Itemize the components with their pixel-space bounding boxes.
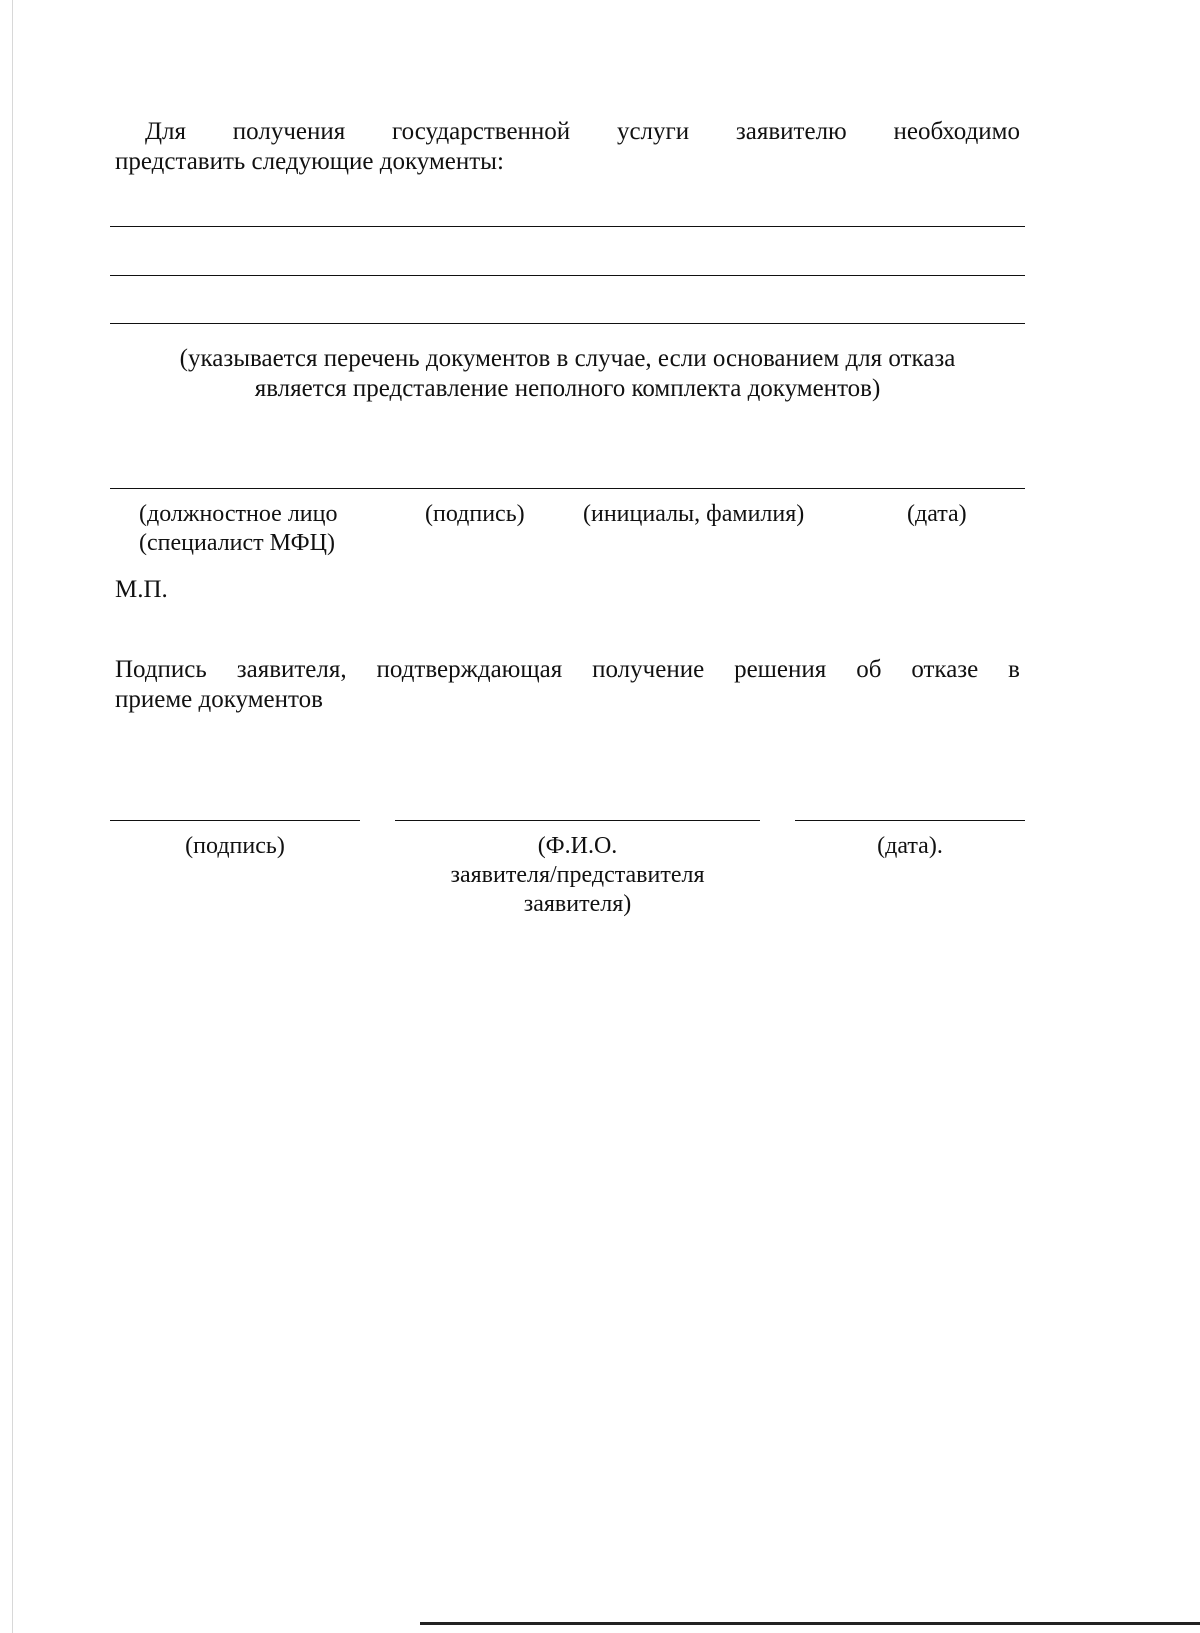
intro-paragraph bbox=[115, 117, 1020, 177]
scan-bottom-edge bbox=[420, 1622, 1200, 1625]
document-entry-line-3 bbox=[110, 323, 1025, 324]
applicant-statement-line-2: приеме документов bbox=[115, 686, 323, 713]
documents-note-line-1: (указывается перечень документов в случае, если основанием для отказа bbox=[179, 345, 956, 372]
intro-line-2: представить следующие документы: bbox=[115, 148, 504, 175]
applicant-name-line-3: заявителя) bbox=[523, 891, 632, 917]
applicant-date-caption: (дата). bbox=[877, 833, 943, 859]
official-position-line-1: (должностное лицо bbox=[139, 501, 338, 527]
applicant-name-line-2: заявителя/представителя bbox=[450, 862, 705, 888]
document-entry-line-2 bbox=[110, 275, 1025, 276]
applicant-signature-line bbox=[110, 820, 360, 821]
official-date-caption: (дата) bbox=[907, 501, 967, 527]
official-signature-line bbox=[110, 488, 1025, 489]
document-entry-line-1 bbox=[110, 226, 1025, 227]
documents-list-note bbox=[110, 344, 1025, 404]
seal-label: М.П. bbox=[115, 576, 168, 603]
applicant-name-line-1: (Ф.И.О. bbox=[537, 833, 618, 859]
applicant-date-line bbox=[795, 820, 1025, 821]
documents-note-line-2: является представление неполного комплекта документов) bbox=[254, 375, 881, 402]
applicant-name-caption bbox=[395, 832, 760, 919]
applicant-name-line bbox=[395, 820, 760, 821]
applicant-statement-line-1: Подпись заявителя, подтверждающая получение решения об отказе в bbox=[115, 656, 1020, 683]
official-position-caption bbox=[139, 500, 337, 558]
applicant-statement bbox=[115, 655, 1020, 715]
applicant-signature-caption: (подпись) bbox=[185, 833, 285, 859]
scan-left-edge bbox=[12, 0, 13, 1633]
official-position-line-2: (специалист МФЦ) bbox=[139, 530, 335, 556]
intro-line-1: Для получения государственной услуги заявителю необходимо bbox=[145, 118, 1020, 145]
official-signature-caption: (подпись) bbox=[425, 501, 525, 527]
official-name-caption: (инициалы, фамилия) bbox=[583, 501, 805, 527]
